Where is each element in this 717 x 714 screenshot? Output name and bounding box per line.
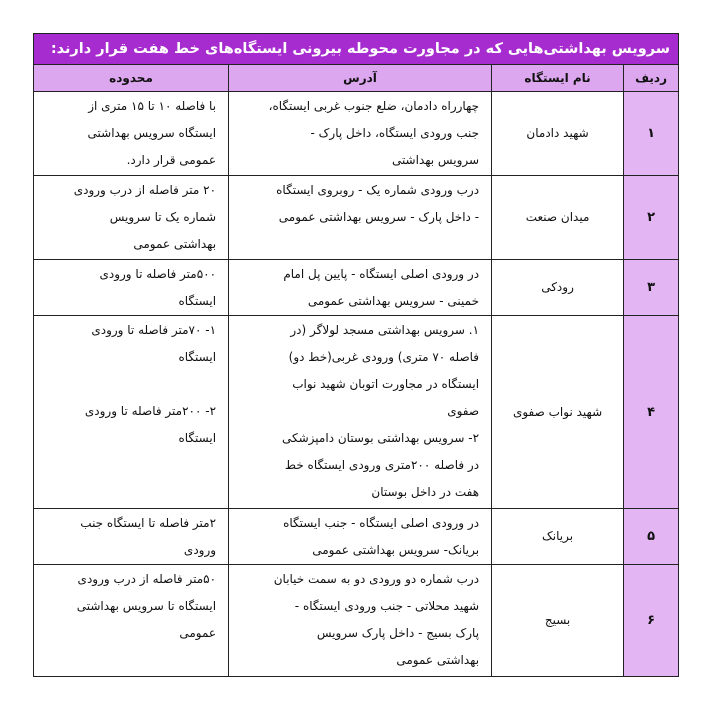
address-line: ۲- سرویس بهداشتی بوستان دامپزشکی <box>282 431 480 445</box>
range-line: شماره یک تا سرویس <box>109 210 217 224</box>
address-line: سرویس بهداشتی <box>391 153 480 167</box>
row-index: ۶ <box>624 565 679 677</box>
header-range: محدوده <box>34 65 229 92</box>
address-line: شهید محلاتی - جنب ورودی ایستگاه - <box>294 599 480 613</box>
address-line: در ورودی اصلی ایستگاه - جنب ایستگاه <box>283 516 480 530</box>
station-range <box>34 509 229 565</box>
table-title: سرویس بهداشتی‌هایی که در مجاورت محوطه بیرونی ایستگاه‌های خط هفت قرار دارند: <box>34 34 679 65</box>
table-row <box>34 509 679 565</box>
range-line: عمومی قرار دارد. <box>126 153 217 167</box>
address-line: - داخل پارک - سرویس بهداشتی عمومی <box>278 210 480 224</box>
address-line: هفت در داخل بوستان <box>371 485 480 499</box>
range-line: ۲- ۲۰۰متر فاصله تا ورودی <box>84 404 217 418</box>
range-line: بهداشتی عمومی <box>133 237 217 251</box>
address-line: درب ورودی شماره یک - روبروی ایستگاه <box>276 183 480 197</box>
row-index: ۲ <box>624 176 679 260</box>
station-name: شهید دادمان <box>492 92 624 176</box>
station-name: میدان صنعت <box>492 176 624 260</box>
range-line: عمومی <box>179 626 217 640</box>
station-range <box>34 92 229 176</box>
station-address <box>229 316 492 509</box>
range-spacer <box>42 371 216 398</box>
address-line: در ورودی اصلی ایستگاه - پایین پل امام <box>283 267 480 281</box>
address-line: بهداشتی عمومی <box>396 653 480 667</box>
header-index: ردیف <box>624 65 679 92</box>
station-name: شهید نواب صفوی <box>492 316 624 509</box>
address-line: ۱. سرویس بهداشتی مسجد لولاگر (در <box>290 323 480 337</box>
station-address <box>229 260 492 316</box>
station-range <box>34 565 229 677</box>
range-line: با فاصله ۱۰ تا ۱۵ متری از <box>88 99 217 113</box>
station-name: بریانک <box>492 509 624 565</box>
station-range <box>34 260 229 316</box>
header-station: نام ایستگاه <box>492 65 624 92</box>
header-address: آدرس <box>229 65 492 92</box>
header-row <box>34 65 679 92</box>
address-line: پارک بسیج - داخل پارک سرویس <box>316 626 480 640</box>
address-line: ایستگاه در مجاورت اتوبان شهید نواب <box>292 377 480 391</box>
address-line: در فاصله ۲۰۰متری ورودی ایستگاه خط <box>284 458 480 472</box>
station-name: رودکی <box>492 260 624 316</box>
table-row <box>34 92 679 176</box>
address-line: صفوی <box>447 404 480 418</box>
row-index: ۳ <box>624 260 679 316</box>
table-row <box>34 565 679 677</box>
range-line: ایستگاه <box>178 431 217 445</box>
address-line: خمینی - سرویس بهداشتی عمومی <box>307 294 480 308</box>
row-index: ۵ <box>624 509 679 565</box>
station-range <box>34 316 229 509</box>
table-row <box>34 176 679 260</box>
sanitation-table <box>33 33 679 677</box>
range-line: ایستگاه <box>178 350 217 364</box>
range-line: ۵۰۰متر فاصله تا ورودی <box>99 267 217 281</box>
table-row <box>34 316 679 509</box>
station-range <box>34 176 229 260</box>
range-line: ۱- ۷۰متر فاصله تا ورودی <box>91 323 217 337</box>
station-address <box>229 176 492 260</box>
table-row <box>34 260 679 316</box>
station-name: بسیج <box>492 565 624 677</box>
range-line: ایستگاه سرویس بهداشتی <box>87 126 217 140</box>
range-line: ۵۰متر فاصله از درب ورودی <box>77 572 217 586</box>
range-line: ۲متر فاصله تا ایستگاه جنب <box>80 516 217 530</box>
station-address <box>229 509 492 565</box>
address-line: چهارراه دادمان، ضلع جنوب غربی ایستگاه، <box>268 99 480 113</box>
sanitation-table-container <box>33 33 678 677</box>
address-line: جنب ورودی ایستگاه، داخل پارک - <box>310 126 480 140</box>
station-address <box>229 565 492 677</box>
range-line: ایستگاه <box>178 294 217 308</box>
range-line: ایستگاه تا سرویس بهداشتی <box>76 599 217 613</box>
station-address <box>229 92 492 176</box>
address-line: درب شماره دو ورودی دو به سمت خیابان <box>273 572 480 586</box>
address-line: بریانک- سرویس بهداشتی عمومی <box>312 543 480 557</box>
address-line: فاصله ۷۰ متری) ورودی غربی(خط دو) <box>288 350 480 364</box>
row-index: ۱ <box>624 92 679 176</box>
range-line: ورودی <box>183 543 217 557</box>
row-index: ۴ <box>624 316 679 509</box>
range-line: ۲۰ متر فاصله از درب ورودی <box>73 183 217 197</box>
